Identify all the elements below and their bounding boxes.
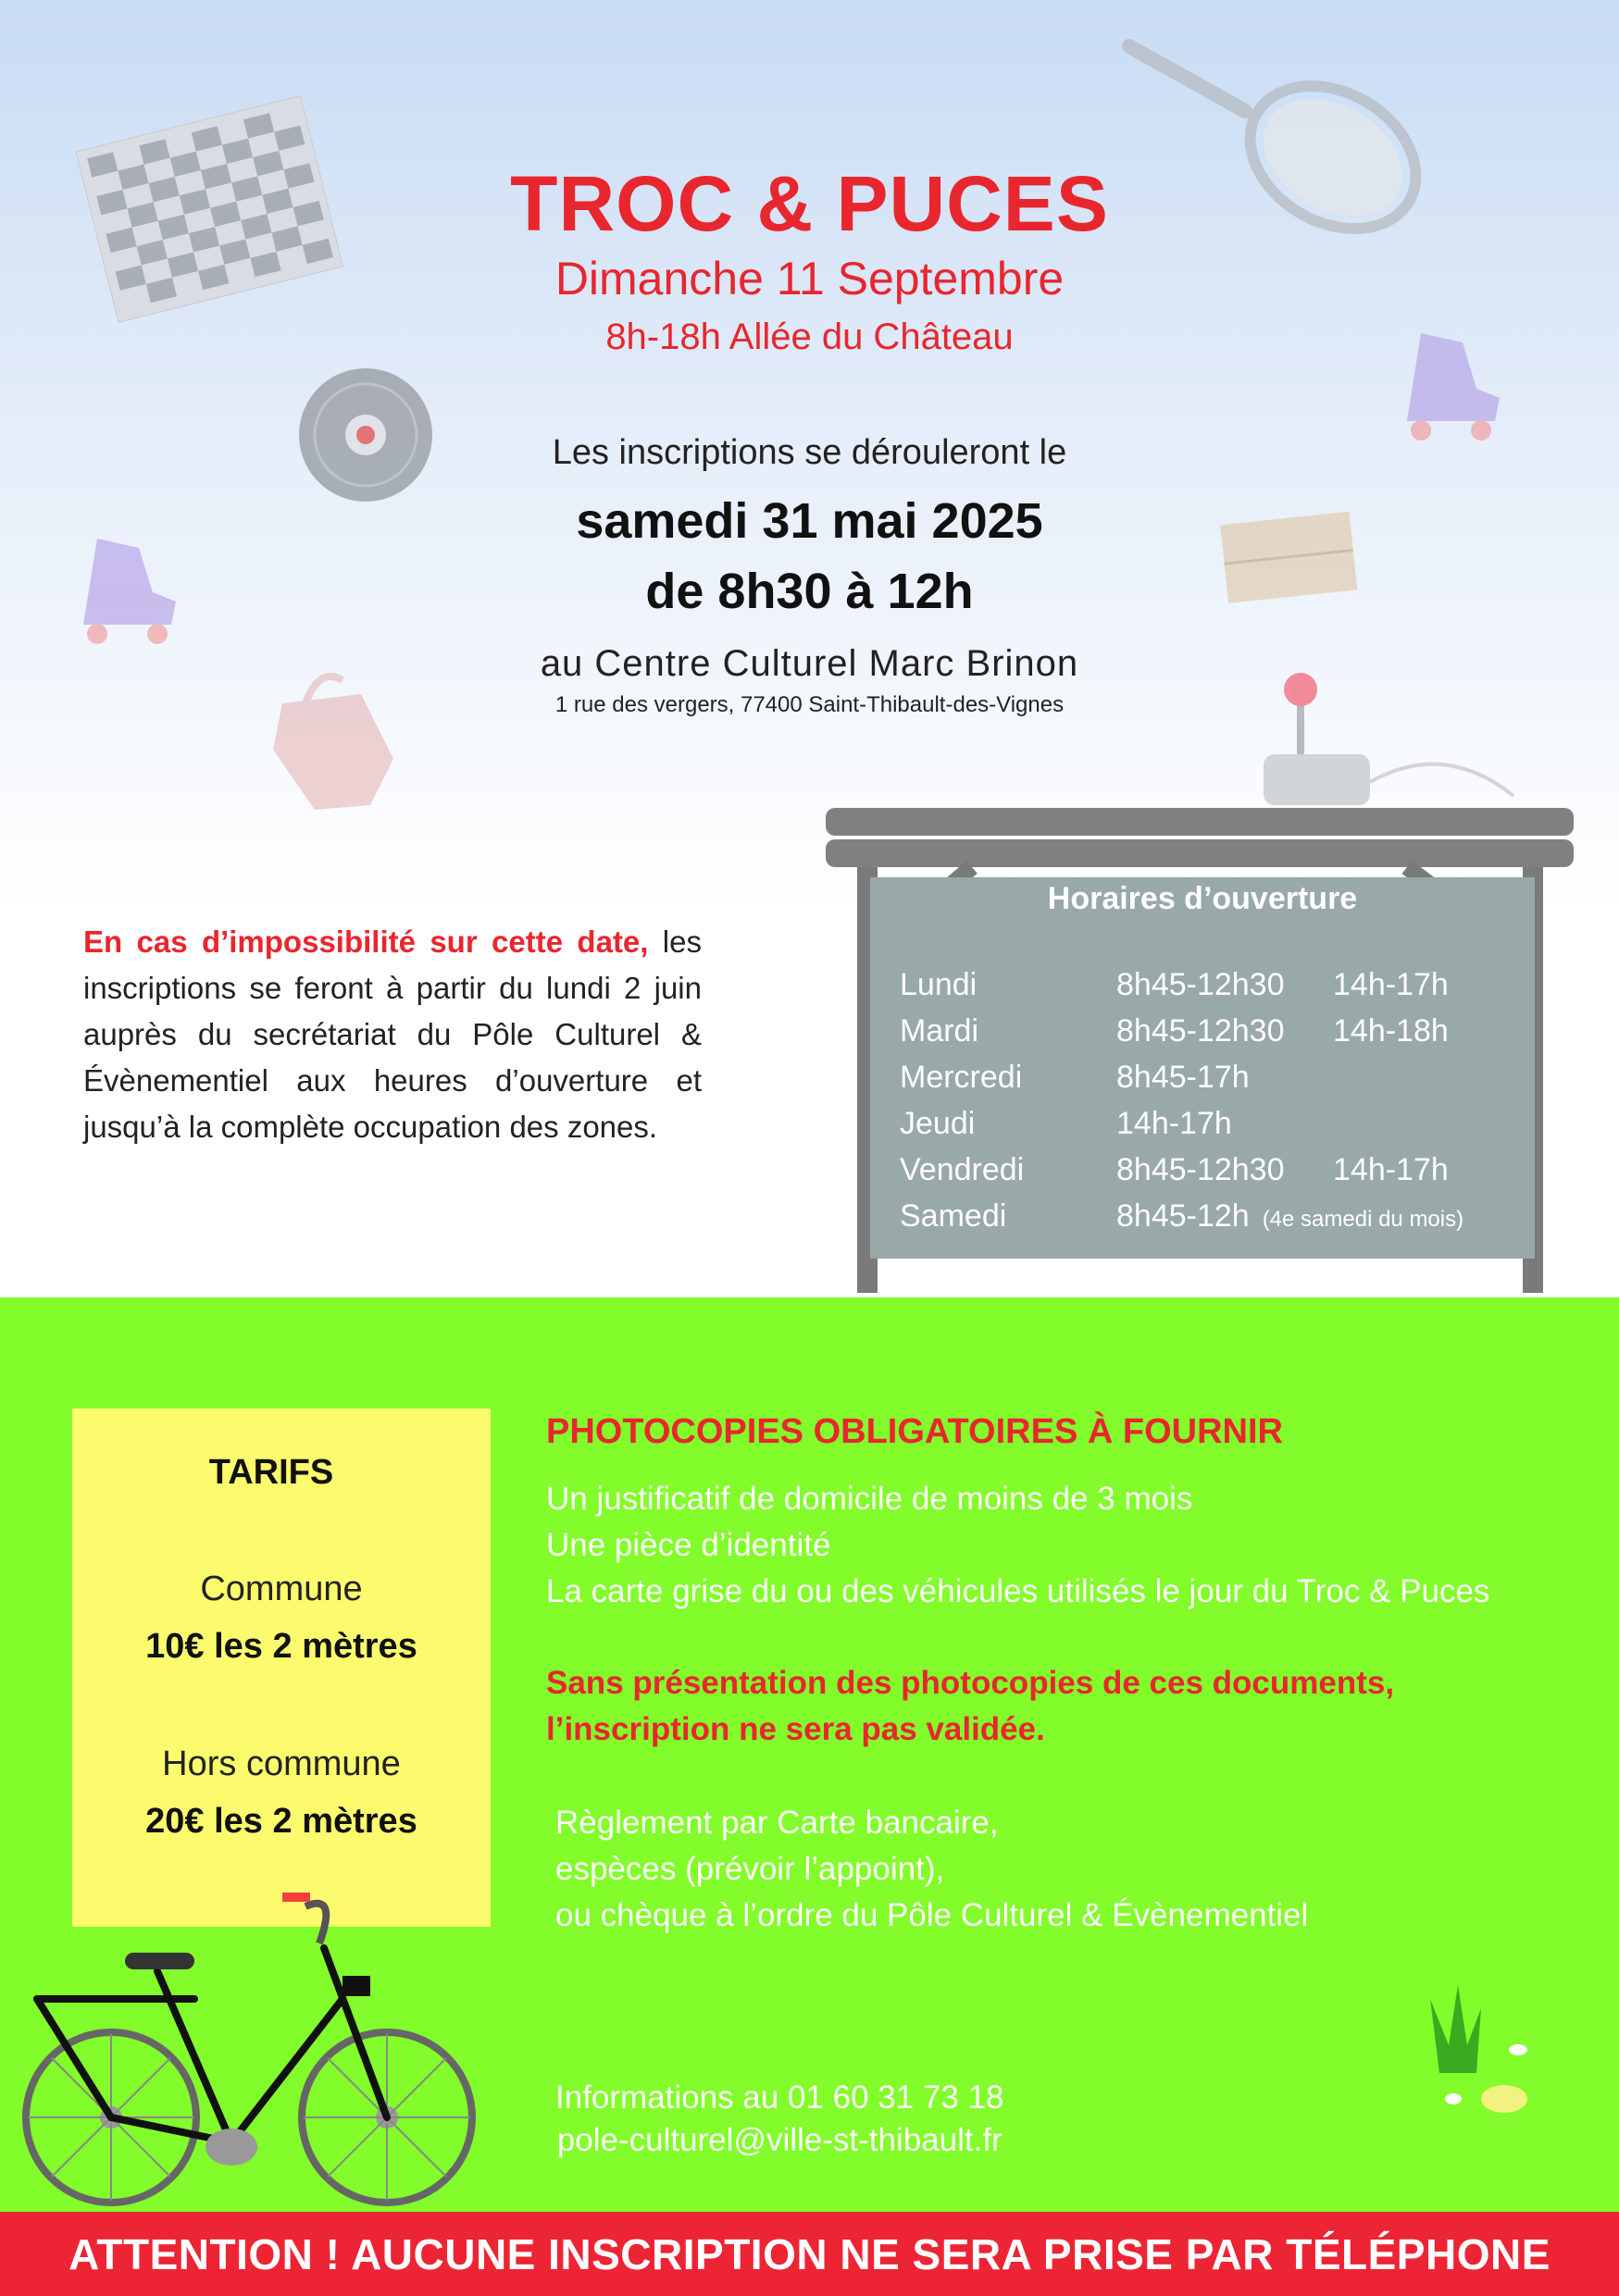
opening-hours-table	[900, 967, 1463, 1245]
hours-row	[900, 1060, 1463, 1106]
hours-morning: 8h45-12h30	[1116, 967, 1285, 1002]
tarif-hors-price: 20€ les 2 mètres	[145, 1802, 417, 1841]
bicycle-icon	[0, 1869, 518, 2212]
contact-email[interactable]: pole-culturel@ville-st-thibault.fr	[556, 2122, 1003, 2158]
hours-day: Jeudi	[900, 1106, 976, 1141]
saturday-note: (4e samedi du mois)	[1262, 1207, 1464, 1232]
tarif-commune-label: Commune	[200, 1570, 363, 1608]
hours-day: Vendredi	[900, 1152, 1025, 1187]
event-date: Dimanche 11 Septembre	[554, 253, 1065, 304]
document-item: Une pièce d’identité	[546, 1527, 831, 1563]
documents-warning	[546, 1660, 1394, 1753]
registration-venue: au Centre Culturel Marc Brinon	[540, 643, 1079, 684]
event-time-place: 8h-18h Allée du Château	[605, 316, 1014, 357]
contact-phone: Informations au 01 60 31 73 18	[555, 2079, 1004, 2116]
hours-day: Lundi	[900, 967, 978, 1002]
hours-row	[900, 1013, 1463, 1060]
payment-info	[555, 1800, 1308, 1939]
registration-hours: de 8h30 à 12h	[645, 564, 974, 619]
grass-icon	[1426, 1980, 1537, 2119]
tarifs-title: TARIFS	[208, 1453, 334, 1492]
payment-line: espèces (prévoir l’appoint),	[555, 1851, 945, 1887]
hours-morning: 8h45-12h30	[1116, 1152, 1285, 1187]
hours-day: Mardi	[900, 1013, 979, 1049]
documents-list	[546, 1476, 1489, 1615]
hours-morning: 8h45-12h30	[1116, 1013, 1285, 1049]
registration-intro: Les inscriptions se dérouleront le	[552, 433, 1067, 472]
document-item: La carte grise du ou des véhicules utilisés le jour du Troc & Puces	[546, 1573, 1490, 1609]
fallback-emphasis: En cas d’impossibilité sur cette date,	[83, 925, 649, 959]
tarif-hors-label: Hors commune	[162, 1744, 401, 1783]
document-item: Un justificatif de domicile de moins de 3 mois	[546, 1481, 1193, 1517]
fallback-text: les inscriptions se feront à partir du lundi 2 juin auprès du secrétariat du Pôle Culturel & Évènementiel aux heures d’ouverture et jusqu’à la complète occupation des zones.	[83, 925, 702, 1144]
payment-line: Règlement par Carte bancaire,	[555, 1805, 999, 1841]
hours-afternoon: 14h-17h	[1333, 967, 1449, 1002]
hours-morning: 8h45-17h	[1116, 1060, 1250, 1095]
hours-row	[900, 1198, 1463, 1245]
warning-line: Sans présentation des photocopies de ces documents,	[546, 1665, 1395, 1701]
warning-line: l’inscription ne sera pas validée.	[546, 1711, 1045, 1747]
hours-day: Mercredi	[900, 1060, 1023, 1095]
hours-afternoon: 14h-18h	[1333, 1013, 1449, 1049]
contact-info	[555, 2077, 1004, 2162]
tarif-commune-price: 10€ les 2 mètres	[145, 1627, 417, 1666]
event-title: TROC & PUCES	[510, 160, 1109, 247]
payment-line: ou chèque à l’ordre du Pôle Culturel & Évènementiel	[555, 1897, 1309, 1933]
hours-morning: 14h-17h	[1116, 1106, 1232, 1141]
hours-row	[900, 1106, 1463, 1152]
registration-address: 1 rue des vergers, 77400 Saint-Thibault-des-Vignes	[554, 692, 1065, 717]
hours-row	[900, 967, 1463, 1013]
documents-title: PHOTOCOPIES OBLIGATOIRES À FOURNIR	[546, 1412, 1283, 1451]
footer-warning: ATTENTION ! AUCUNE INSCRIPTION NE SERA PRISE PAR TÉLÉPHONE	[0, 2212, 1619, 2296]
hours-morning: 8h45-12h	[1116, 1198, 1250, 1234]
fallback-paragraph	[83, 919, 702, 1150]
opening-hours-title: Horaires d’ouverture	[1047, 881, 1358, 916]
hours-row	[900, 1152, 1463, 1198]
hours-afternoon: 14h-17h	[1333, 1152, 1449, 1187]
hours-day: Samedi	[900, 1198, 1007, 1234]
registration-date: samedi 31 mai 2025	[576, 493, 1043, 549]
